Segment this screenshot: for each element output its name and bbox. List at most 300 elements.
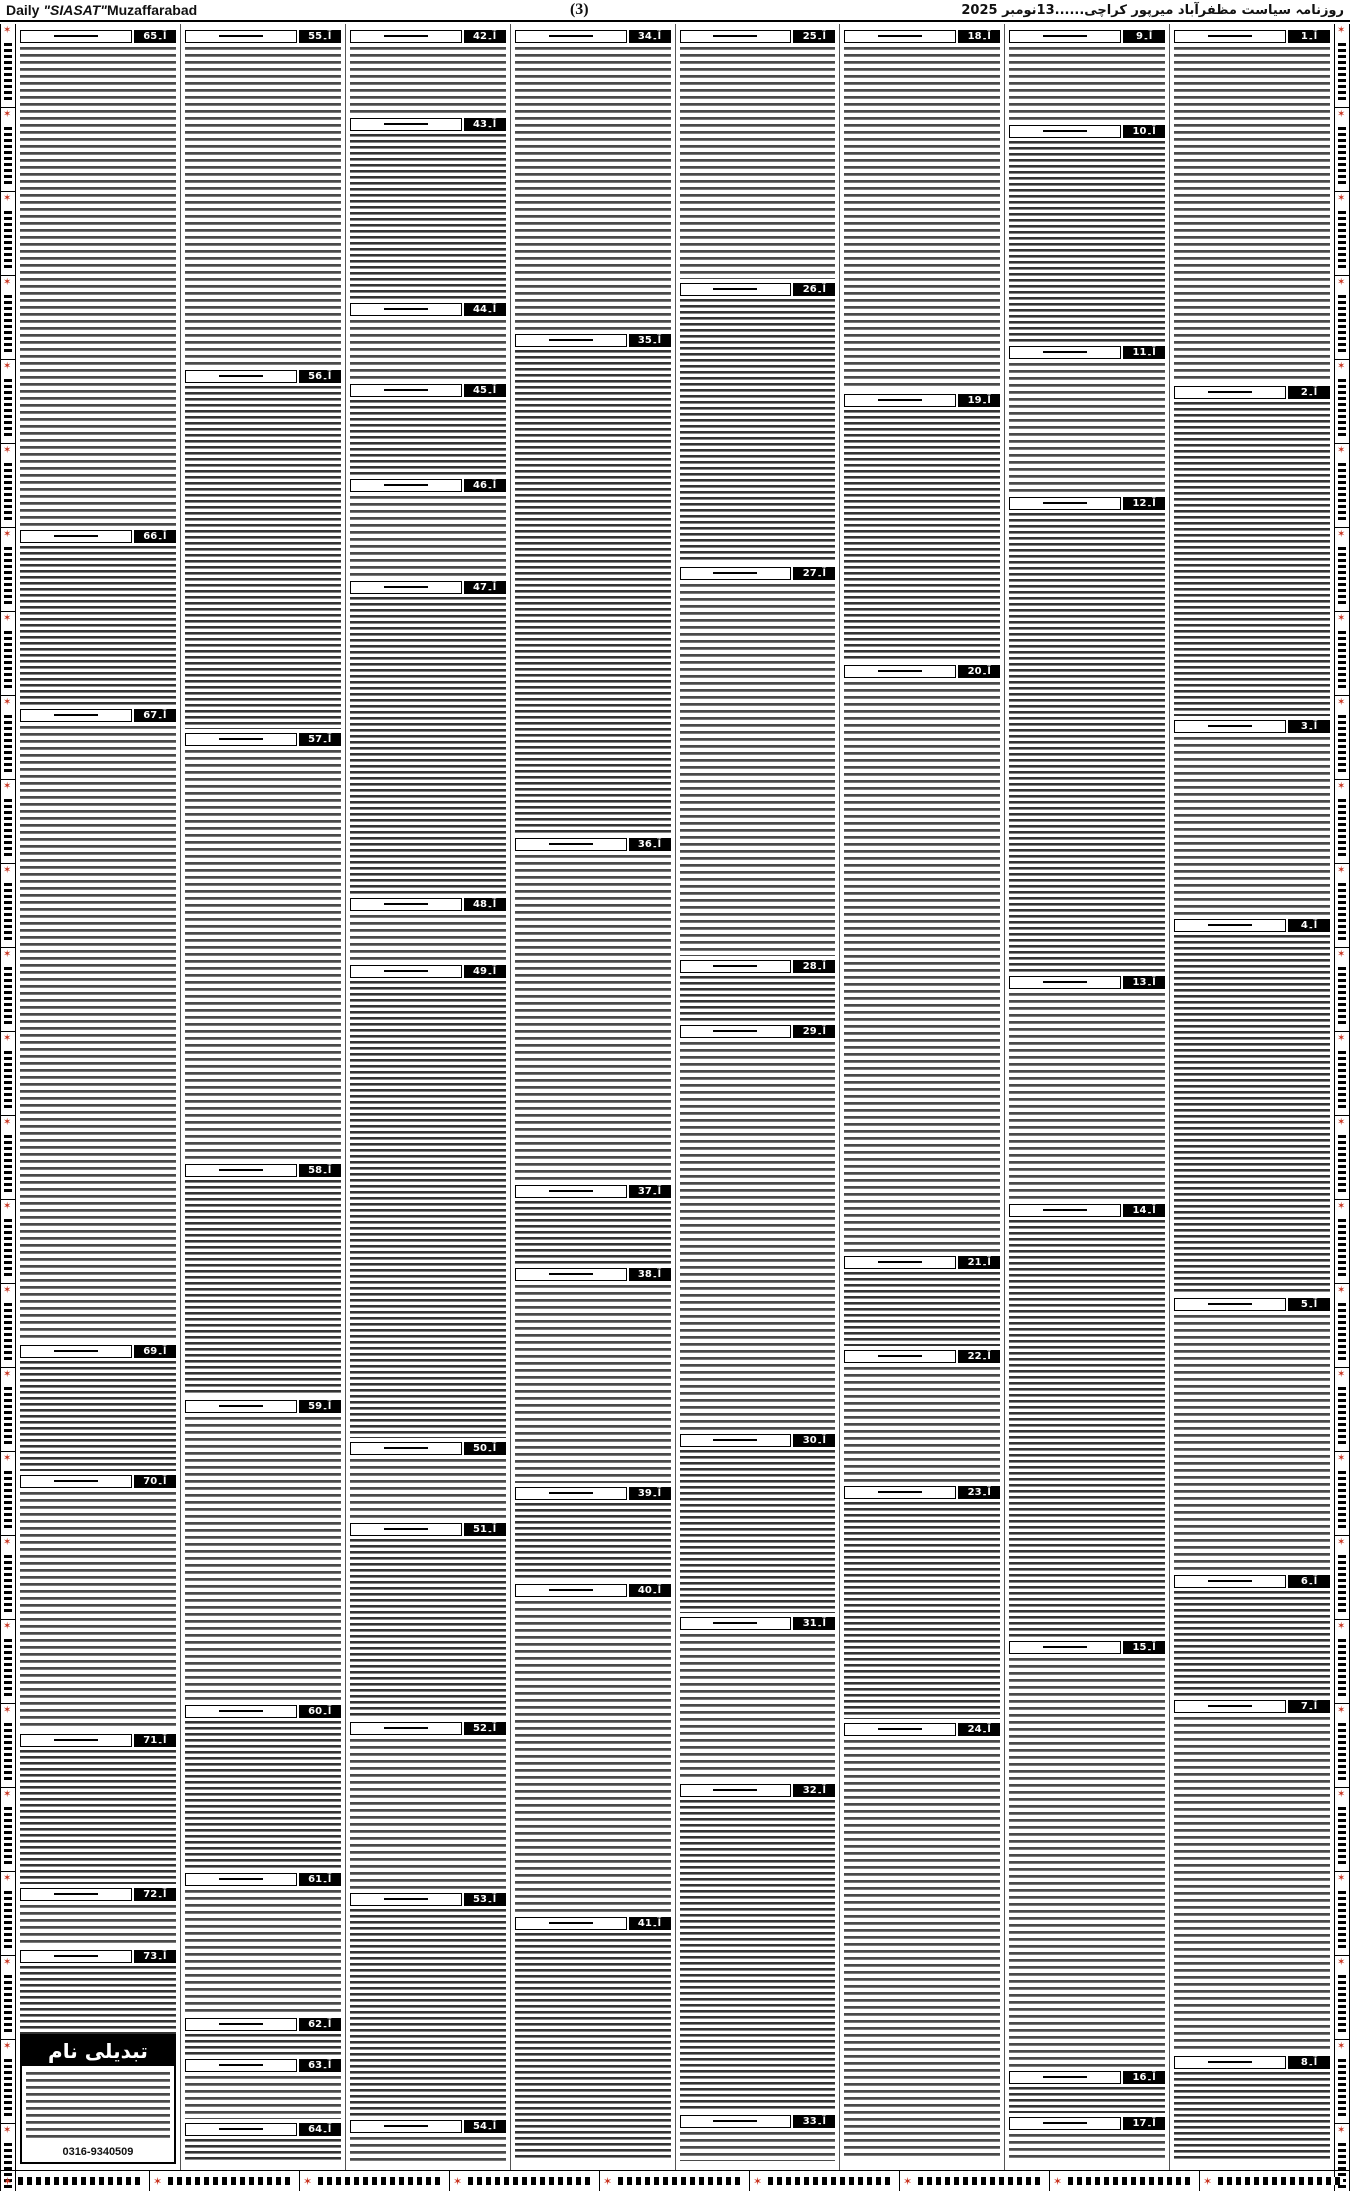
- notice-header: [350, 30, 506, 43]
- notice-text-block: [185, 2138, 341, 2160]
- public-notice: [844, 1256, 1000, 1346]
- notice-text-block: [1009, 1219, 1165, 1637]
- public-notice: [680, 1025, 836, 1430]
- border-segment: [1, 696, 15, 780]
- siasat-logo-icon: [680, 1025, 792, 1038]
- siasat-logo-icon: [844, 394, 956, 407]
- border-segment: [1, 864, 15, 948]
- notice-number: آ۔23: [958, 1486, 1000, 1499]
- border-band: [1338, 1720, 1346, 1780]
- border-segment: [1335, 1116, 1349, 1200]
- siasat-logo-icon: [350, 2120, 462, 2133]
- notice-number: آ۔18: [958, 30, 1000, 43]
- notice-header: [680, 30, 836, 43]
- star-ornament-icon: ✶: [453, 2175, 463, 2188]
- masthead-urdu-title: روزنامہ سیاست مظفرآباد میرپور کراچی......13نومبر 2025: [961, 2, 1344, 18]
- notice-text-block: [1009, 140, 1165, 342]
- public-notice: [1009, 30, 1165, 121]
- star-ornament-icon: ✶: [3, 361, 12, 372]
- border-band: [168, 2177, 293, 2185]
- notice-text-block: [350, 399, 506, 475]
- siasat-logo-icon: [20, 530, 132, 543]
- notice-text-block: [1174, 735, 1330, 915]
- star-ornament-icon: ✶: [1337, 865, 1346, 876]
- notice-header: [1009, 125, 1165, 138]
- border-band: [1338, 1804, 1346, 1864]
- masthead-daily: Daily: [6, 2, 40, 18]
- star-ornament-icon: ✶: [3, 1957, 12, 1968]
- star-ornament-icon: ✶: [153, 2175, 163, 2188]
- public-notice: [1174, 1298, 1330, 1571]
- bottom-border-cell: [300, 2171, 450, 2191]
- border-segment: [1, 1704, 15, 1788]
- public-notice: [20, 530, 176, 705]
- notice-header: [185, 30, 341, 43]
- border-segment: [1, 1032, 15, 1116]
- notice-number: آ۔71: [134, 1734, 176, 1747]
- notice-column: [1004, 24, 1169, 2170]
- notice-number: آ۔17: [1123, 2117, 1165, 2130]
- masthead-city: Muzaffarabad: [106, 2, 198, 18]
- notice-number: آ۔1: [1288, 30, 1330, 43]
- border-band: [1338, 1888, 1346, 1948]
- notice-number: آ۔16: [1123, 2071, 1165, 2084]
- star-ornament-icon: ✶: [1337, 2041, 1346, 2052]
- siasat-logo-icon: [1174, 919, 1286, 932]
- border-segment: [1, 1284, 15, 1368]
- star-ornament-icon: ✶: [3, 1453, 12, 1464]
- star-ornament-icon: ✶: [3, 1705, 12, 1716]
- notice-text-block: [350, 318, 506, 380]
- notice-number: آ۔10: [1123, 125, 1165, 138]
- notice-header: [1174, 720, 1330, 733]
- public-notice: [185, 1164, 341, 1396]
- public-notice: [20, 30, 176, 526]
- star-ornament-icon: ✶: [1337, 1453, 1346, 1464]
- notice-number: آ۔35: [629, 334, 671, 347]
- public-notice: [20, 709, 176, 1341]
- border-band: [1338, 1636, 1346, 1696]
- siasat-logo-icon: [680, 1784, 792, 1797]
- notice-number: آ۔58: [299, 1164, 341, 1177]
- border-band: [4, 1384, 12, 1444]
- star-ornament-icon: ✶: [3, 1369, 12, 1380]
- star-ornament-icon: ✶: [1203, 2175, 1213, 2188]
- public-notice: [350, 1893, 506, 2116]
- star-ornament-icon: ✶: [1337, 1285, 1346, 1296]
- border-segment: [1335, 444, 1349, 528]
- border-segment: [1335, 192, 1349, 276]
- star-ornament-icon: ✶: [3, 865, 12, 876]
- notice-number: آ۔67: [134, 709, 176, 722]
- name-change-phone: 0316-9340509: [62, 2146, 134, 2158]
- public-notice: [185, 370, 341, 729]
- notice-header: [1174, 1700, 1330, 1713]
- siasat-logo-icon: [1174, 386, 1286, 399]
- border-segment: [1335, 1620, 1349, 1704]
- notice-text-block: [1009, 45, 1165, 121]
- notice-number: آ۔9: [1123, 30, 1165, 43]
- border-band: [1068, 2177, 1193, 2185]
- siasat-logo-icon: [515, 1917, 627, 1930]
- notice-text-block: [1174, 2071, 1330, 2161]
- notice-header: [20, 530, 176, 543]
- notice-number: آ۔53: [464, 1893, 506, 1906]
- star-ornament-icon: ✶: [753, 2175, 763, 2188]
- star-ornament-icon: ✶: [3, 1537, 12, 1548]
- notice-column: [510, 24, 675, 2170]
- siasat-logo-icon: [1174, 1700, 1286, 1713]
- public-notice: [1009, 2117, 1165, 2159]
- siasat-logo-icon: [844, 1256, 956, 1269]
- border-segment: [1335, 780, 1349, 864]
- notice-number: آ۔13: [1123, 976, 1165, 989]
- notice-number: آ۔5: [1288, 1298, 1330, 1311]
- siasat-logo-icon: [350, 898, 462, 911]
- notice-number: آ۔48: [464, 898, 506, 911]
- public-notice: [1009, 497, 1165, 972]
- notice-number: آ۔56: [299, 370, 341, 383]
- border-segment: [1335, 1788, 1349, 1872]
- notice-header: [350, 581, 506, 594]
- public-notice: [350, 384, 506, 475]
- siasat-logo-icon: [515, 1185, 627, 1198]
- public-notice: [350, 898, 506, 961]
- border-band: [4, 1468, 12, 1528]
- star-ornament-icon: ✶: [1337, 109, 1346, 120]
- border-band: [1338, 1972, 1346, 2032]
- notice-header: [680, 1434, 836, 1447]
- siasat-logo-icon: [185, 1873, 297, 1886]
- notice-number: آ۔44: [464, 303, 506, 316]
- notice-number: آ۔14: [1123, 1204, 1165, 1217]
- notice-number: آ۔43: [464, 118, 506, 131]
- star-ornament-icon: ✶: [1337, 2125, 1346, 2136]
- public-notice: [680, 1434, 836, 1613]
- bottom-border-cell: [900, 2171, 1050, 2191]
- public-notice: [680, 1617, 836, 1780]
- notice-header: [844, 1723, 1000, 1736]
- border-band: [4, 40, 12, 100]
- border-segment: [1335, 1368, 1349, 1452]
- star-ornament-icon: ✶: [3, 529, 12, 540]
- border-band: [1338, 208, 1346, 268]
- notice-header: [350, 303, 506, 316]
- notice-text-block: [20, 724, 176, 1341]
- siasat-logo-icon: [1174, 1575, 1286, 1588]
- star-ornament-icon: ✶: [3, 2041, 12, 2052]
- bottom-border-cell: [600, 2171, 750, 2191]
- star-ornament-icon: ✶: [3, 1201, 12, 1212]
- notice-number: آ۔39: [629, 1487, 671, 1500]
- border-band: [4, 544, 12, 604]
- notice-header: [185, 1400, 341, 1413]
- notice-number: آ۔3: [1288, 720, 1330, 733]
- notice-number: آ۔63: [299, 2059, 341, 2072]
- notice-text-block: [515, 1932, 671, 2160]
- siasat-logo-icon: [20, 30, 132, 43]
- notice-header: [515, 30, 671, 43]
- notice-header: [515, 334, 671, 347]
- public-notice: [20, 1475, 176, 1730]
- notice-text-block: [1009, 1656, 1165, 2067]
- notice-text-block: [185, 748, 341, 1160]
- star-ornament-icon: ✶: [1337, 1537, 1346, 1548]
- public-notice: [1174, 30, 1330, 382]
- star-ornament-icon: ✶: [3, 1117, 12, 1128]
- border-segment: [1335, 1704, 1349, 1788]
- siasat-logo-icon: [844, 665, 956, 678]
- name-change-box: [20, 2034, 176, 2164]
- border-band: [768, 2177, 893, 2185]
- border-segment: [1335, 864, 1349, 948]
- star-ornament-icon: ✶: [3, 277, 12, 288]
- siasat-logo-icon: [844, 1723, 956, 1736]
- border-segment: [1, 1536, 15, 1620]
- notice-text-block: [1174, 1590, 1330, 1696]
- border-segment: [1335, 360, 1349, 444]
- public-notice: [515, 838, 671, 1181]
- public-notice: [185, 733, 341, 1160]
- siasat-logo-icon: [1009, 497, 1121, 510]
- star-ornament-icon: ✶: [3, 781, 12, 792]
- public-notice: [680, 30, 836, 279]
- border-band: [1338, 1552, 1346, 1612]
- notice-header: [185, 370, 341, 383]
- border-segment: [1, 612, 15, 696]
- notice-text-block: [350, 596, 506, 894]
- star-ornament-icon: ✶: [1337, 613, 1346, 624]
- public-notice: [350, 30, 506, 114]
- star-ornament-icon: ✶: [1337, 1789, 1346, 1800]
- notice-header: [1174, 30, 1330, 43]
- notice-text-block: [844, 1501, 1000, 1719]
- border-band: [4, 208, 12, 268]
- bottom-border-cell: [1200, 2171, 1350, 2191]
- notice-number: آ۔26: [793, 283, 835, 296]
- notice-header: [680, 283, 836, 296]
- right-decorative-border: [1334, 24, 1350, 2191]
- page-number: (3): [569, 1, 589, 18]
- public-notice: [20, 1950, 176, 2039]
- border-band: [4, 1132, 12, 1192]
- star-ornament-icon: ✶: [1337, 277, 1346, 288]
- notice-number: آ۔31: [793, 1617, 835, 1630]
- notice-number: آ۔21: [958, 1256, 1000, 1269]
- notice-header: [515, 1268, 671, 1281]
- siasat-logo-icon: [1009, 1641, 1121, 1654]
- notice-header: [20, 1345, 176, 1358]
- siasat-logo-icon: [350, 384, 462, 397]
- border-segment: [1335, 276, 1349, 360]
- border-band: [1338, 712, 1346, 772]
- notice-number: آ۔46: [464, 479, 506, 492]
- siasat-logo-icon: [350, 1523, 462, 1536]
- notice-text-block: [185, 1179, 341, 1396]
- notice-text-block: [20, 45, 176, 526]
- border-band: [4, 1300, 12, 1360]
- notice-number: آ۔62: [299, 2018, 341, 2031]
- notice-header: [515, 1185, 671, 1198]
- notice-number: آ۔8: [1288, 2056, 1330, 2069]
- notice-column: [1169, 24, 1334, 2170]
- siasat-logo-icon: [185, 2018, 297, 2031]
- public-notice: [680, 283, 836, 563]
- notice-number: آ۔32: [793, 1784, 835, 1797]
- star-ornament-icon: ✶: [1337, 1957, 1346, 1968]
- notice-header: [1009, 346, 1165, 359]
- notice-number: آ۔22: [958, 1350, 1000, 1363]
- notice-header: [350, 965, 506, 978]
- siasat-logo-icon: [844, 1486, 956, 1499]
- siasat-logo-icon: [844, 30, 956, 43]
- border-band: [4, 628, 12, 688]
- border-band: [1338, 40, 1346, 100]
- public-notice: [350, 1722, 506, 1889]
- public-notice: [515, 1268, 671, 1483]
- public-notice: [1009, 1204, 1165, 1637]
- border-band: [1338, 292, 1346, 352]
- notice-number: آ۔50: [464, 1442, 506, 1455]
- public-notice: [515, 1185, 671, 1264]
- notice-text-block: [844, 1365, 1000, 1482]
- public-notice: [1174, 2056, 1330, 2161]
- siasat-logo-icon: [680, 1617, 792, 1630]
- star-ornament-icon: ✶: [3, 949, 12, 960]
- notice-header: [1009, 2117, 1165, 2130]
- border-segment: [1335, 1536, 1349, 1620]
- notice-header: [20, 1475, 176, 1488]
- notice-header: [844, 394, 1000, 407]
- border-band: [4, 124, 12, 184]
- public-notice: [350, 2120, 506, 2162]
- notice-text-block: [680, 1449, 836, 1613]
- siasat-logo-icon: [1009, 2071, 1121, 2084]
- notice-number: آ۔52: [464, 1722, 506, 1735]
- public-notice: [680, 960, 836, 1021]
- star-ornament-icon: ✶: [3, 697, 12, 708]
- star-ornament-icon: ✶: [3, 613, 12, 624]
- siasat-logo-icon: [515, 1584, 627, 1597]
- notice-text-block: [185, 45, 341, 366]
- notice-text-block: [844, 680, 1000, 1252]
- border-band: [4, 796, 12, 856]
- border-band: [1338, 124, 1346, 184]
- notice-header: [185, 2018, 341, 2031]
- notice-number: آ۔42: [464, 30, 506, 43]
- notice-header: [1009, 976, 1165, 989]
- siasat-logo-icon: [680, 567, 792, 580]
- border-segment: [1, 360, 15, 444]
- border-band: [4, 376, 12, 436]
- notice-number: آ۔47: [464, 581, 506, 594]
- notice-text-block: [1009, 361, 1165, 493]
- border-band: [4, 1804, 12, 1864]
- notice-header: [515, 838, 671, 851]
- public-notice: [844, 1723, 1000, 2159]
- border-segment: [1335, 1284, 1349, 1368]
- siasat-logo-icon: [20, 1734, 132, 1747]
- public-notice: [350, 1442, 506, 1519]
- border-band: [1338, 376, 1346, 436]
- border-band: [1338, 1300, 1346, 1360]
- border-segment: [1, 24, 15, 108]
- notice-header: [680, 960, 836, 973]
- notice-text-block: [844, 1738, 1000, 2159]
- public-notice: [515, 1584, 671, 1913]
- siasat-logo-icon: [515, 1268, 627, 1281]
- border-segment: [1, 2040, 15, 2124]
- notice-text-block: [350, 980, 506, 1438]
- bottom-border-cell: [450, 2171, 600, 2191]
- notice-number: آ۔40: [629, 1584, 671, 1597]
- notice-text-block: [350, 45, 506, 114]
- notice-number: آ۔20: [958, 665, 1000, 678]
- public-notice: [20, 1888, 176, 1946]
- bottom-decorative-border: [0, 2170, 1350, 2191]
- notice-text-block: [1009, 2132, 1165, 2159]
- notice-text-block: [185, 385, 341, 729]
- public-notice: [1009, 1641, 1165, 2067]
- notice-number: آ۔59: [299, 1400, 341, 1413]
- border-segment: [1335, 1452, 1349, 1536]
- notice-number: آ۔28: [793, 960, 835, 973]
- notice-text-block: [350, 1908, 506, 2116]
- public-notice: [350, 1523, 506, 1718]
- notice-text-block: [350, 1737, 506, 1889]
- public-notice: [1174, 1700, 1330, 2052]
- border-band: [918, 2177, 1043, 2185]
- public-notice: [1174, 386, 1330, 716]
- star-ornament-icon: ✶: [1337, 1369, 1346, 1380]
- notice-text-block: [515, 853, 671, 1181]
- notice-header: [680, 1025, 836, 1038]
- star-ornament-icon: ✶: [1337, 697, 1346, 708]
- border-segment: [1, 1788, 15, 1872]
- notice-header: [844, 1350, 1000, 1363]
- siasat-logo-icon: [185, 30, 297, 43]
- notice-number: آ۔55: [299, 30, 341, 43]
- border-segment: [1, 948, 15, 1032]
- notice-text-block: [1174, 1313, 1330, 1571]
- siasat-logo-icon: [20, 709, 132, 722]
- border-segment: [1, 1368, 15, 1452]
- public-notice: [350, 303, 506, 380]
- border-segment: [1335, 1872, 1349, 1956]
- notice-text-block: [185, 1415, 341, 1701]
- public-notice: [1009, 125, 1165, 342]
- siasat-logo-icon: [185, 1164, 297, 1177]
- notice-text-block: [350, 133, 506, 299]
- siasat-logo-icon: [20, 1345, 132, 1358]
- star-ornament-icon: ✶: [3, 2175, 13, 2188]
- notice-header: [20, 1888, 176, 1901]
- siasat-logo-icon: [350, 479, 462, 492]
- name-change-text: [26, 2070, 170, 2140]
- star-ornament-icon: ✶: [1337, 1033, 1346, 1044]
- notice-column: [839, 24, 1004, 2170]
- notice-text-block: [515, 1283, 671, 1483]
- notice-text-block: [1009, 512, 1165, 972]
- star-ornament-icon: ✶: [303, 2175, 313, 2188]
- bottom-border-cell: [150, 2171, 300, 2191]
- notice-number: آ۔25: [793, 30, 835, 43]
- notices-grid: [16, 24, 1334, 2170]
- star-ornament-icon: ✶: [1337, 445, 1346, 456]
- border-band: [4, 292, 12, 352]
- border-segment: [1335, 1032, 1349, 1116]
- border-segment: [1, 444, 15, 528]
